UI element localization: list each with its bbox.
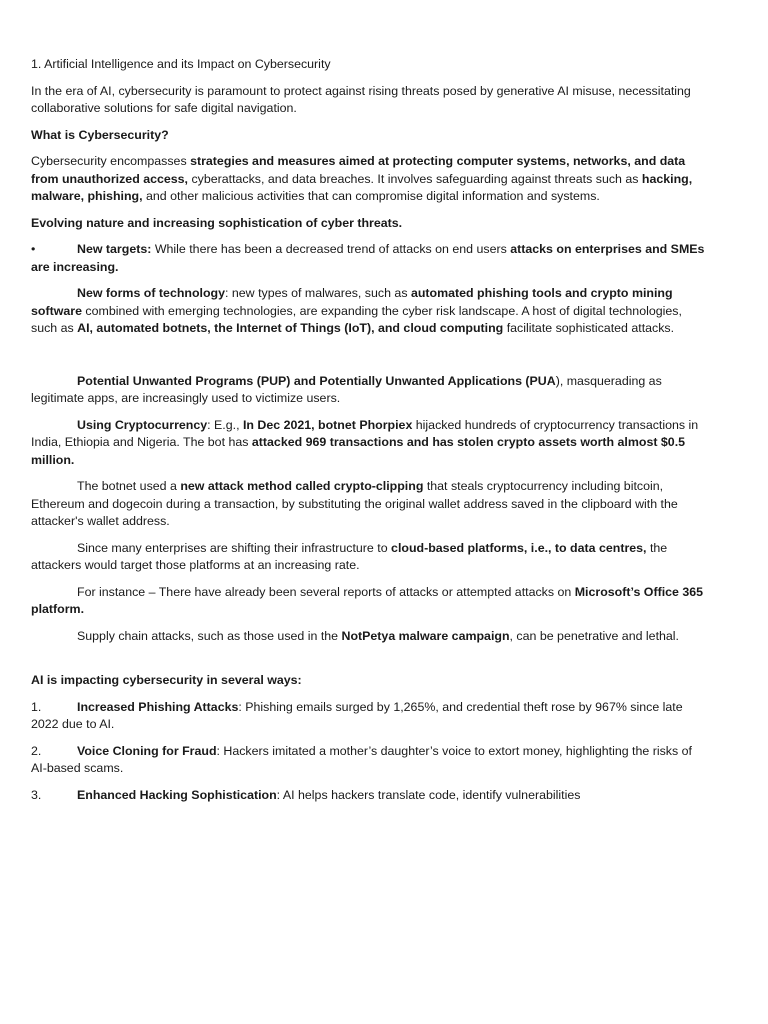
section-title-what-is-cybersecurity	[31, 127, 707, 145]
item-label: Voice Cloning for Fraud	[77, 743, 217, 758]
new-targets-emphasis: attacks on enterprises and SMEs are increasing.	[31, 242, 705, 274]
botnet-paragraph	[31, 478, 707, 531]
cryptocurrency-label: Using Cryptocurrency	[77, 417, 208, 432]
definition-paragraph	[31, 153, 707, 206]
bullet-marker: •	[31, 242, 36, 256]
supply-chain-text: Supply chain attacks, such as those used in the	[77, 628, 342, 643]
supply-chain-emphasis: NotPetya malware campaign	[341, 628, 510, 643]
definition-text: Cybersecurity encompasses	[31, 154, 191, 168]
definition-emphasis: strategies and measures aimed at protecting computer systems, networks, and data from unauthorized access,	[31, 154, 686, 186]
cryptocurrency-emphasis: In Dec 2021, botnet Phorpiex	[242, 417, 413, 432]
new-targets-label: New targets:	[77, 242, 152, 256]
item-number: 3.	[31, 787, 42, 802]
ai-impact-item	[31, 743, 707, 778]
new-technology-paragraph	[31, 285, 707, 338]
section-title-text: AI is impacting cybersecurity in several ways:	[31, 673, 302, 687]
definition-text: cyberattacks, and data breaches. It involves safeguarding against threats such as	[188, 171, 642, 186]
item-label: Enhanced Hacking Sophistication	[77, 787, 277, 802]
cryptocurrency-text: hijacked hundreds of cryptocurrency transactions in India, Ethiopia and Nigeria. The bot has	[31, 417, 699, 449]
section-title-text: What is Cybersecurity?	[31, 127, 169, 142]
section-title-ai-impact	[31, 672, 707, 690]
cloud-emphasis: cloud-based platforms, i.e., to data centres,	[391, 540, 647, 555]
item-number: 1.	[31, 699, 42, 714]
item-text: : Hackers imitated a mother’s daughter’s voice to extort money, highlighting the risks of AI-based scams.	[31, 743, 692, 775]
cloud-text: Since many enterprises are shifting their infrastructure to	[77, 540, 392, 555]
microsoft-paragraph	[31, 584, 707, 619]
new-targets-item	[31, 241, 707, 276]
new-technology-text: facilitate sophisticated attacks.	[503, 321, 675, 335]
cryptocurrency-emphasis: attacked 969 transactions and has stolen crypto assets worth almost $0.5 million.	[31, 435, 686, 467]
cloud-paragraph	[31, 540, 707, 575]
definition-text: and other malicious activities that can compromise digital information and systems.	[142, 189, 600, 203]
new-technology-label: New forms of technology	[77, 286, 226, 300]
section-title-evolving-threats	[31, 215, 707, 233]
cloud-text: the attackers would target those platforms at an increasing rate.	[31, 540, 668, 572]
item-label: Increased Phishing Attacks	[77, 699, 239, 714]
new-technology-text: : new types of malwares, such as	[225, 286, 411, 300]
botnet-emphasis: new attack method called crypto-clipping	[180, 479, 424, 493]
botnet-text: that steals cryptocurrency including bitcoin, Ethereum and dogecoin during a transaction, by substituting the original wallet address saved in the clipboard with the attacker's wallet address.	[31, 479, 678, 528]
cryptocurrency-text: : E.g.,	[207, 417, 243, 432]
document-heading: 1. Artificial Intelligence and its Impact on Cybersecurity	[31, 57, 331, 71]
item-number: 2.	[31, 743, 42, 758]
pup-text: ), masquerading as legitimate apps, are increasingly used to victimize users.	[31, 373, 662, 405]
botnet-text: The botnet used a	[77, 479, 181, 493]
item-text: : AI helps hackers translate code, identify vulnerabilities	[276, 787, 581, 802]
pup-paragraph	[31, 373, 707, 408]
cryptocurrency-paragraph	[31, 417, 707, 470]
new-technology-text: combined with emerging technologies, are expanding the cyber risk landscape. A host of digital technologies, such as	[31, 303, 682, 335]
supply-chain-text: , can be penetrative and lethal.	[509, 628, 679, 643]
definition-emphasis: hacking, malware, phishing,	[31, 171, 693, 203]
microsoft-text: For instance – There have already been several reports of attacks or attempted attacks on	[77, 584, 575, 599]
ai-impact-item	[31, 699, 707, 734]
document-page	[31, 56, 707, 813]
new-technology-emphasis: automated phishing tools and crypto mining software	[31, 286, 673, 318]
item-text: : Phishing emails surged by 1,265%, and credential theft rose by 967% since late 2022 due to AI.	[31, 699, 683, 731]
ai-impact-item	[31, 787, 707, 805]
new-technology-emphasis: AI, automated botnets, the Internet of Things (IoT), and cloud computing	[77, 321, 504, 335]
microsoft-emphasis: Microsoft’s Office 365 platform.	[31, 584, 704, 616]
pup-label: Potential Unwanted Programs (PUP) and Potentially Unwanted Applications (PUA	[77, 373, 556, 388]
supply-chain-paragraph	[31, 628, 707, 646]
intro-paragraph: In the era of AI, cybersecurity is paramount to protect against rising threats posed by generative AI misuse, necessitating collaborative solutions for safe digital navigation.	[31, 83, 691, 115]
new-targets-text: While there has been a decreased trend of attacks on end users	[151, 242, 511, 256]
section-title-text: Evolving nature and increasing sophistication of cyber threats.	[31, 215, 403, 230]
